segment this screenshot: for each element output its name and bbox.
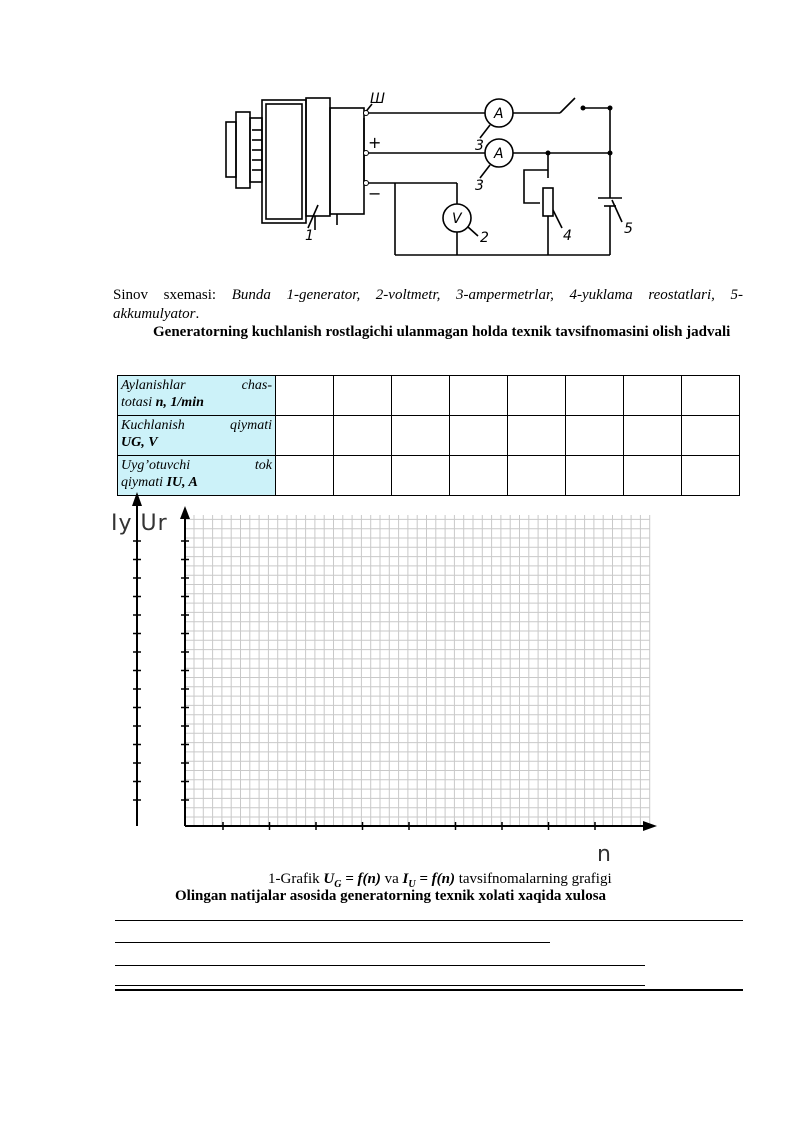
y-axis-right-arrow bbox=[180, 506, 190, 519]
row-label-voltage: Kuchlanish qiymati UG, V bbox=[118, 416, 276, 456]
answer-line[interactable] bbox=[115, 985, 645, 986]
plus-terminal-label: + bbox=[368, 133, 382, 152]
ammeter-2-symbol: A bbox=[494, 146, 504, 162]
shunt-terminal-label: Ш bbox=[370, 91, 385, 107]
label-rheostat-4: 4 bbox=[563, 228, 572, 244]
voltmeter-symbol: V bbox=[452, 211, 462, 227]
label-battery-5: 5 bbox=[624, 221, 633, 237]
label-voltmeter-2: 2 bbox=[480, 230, 489, 246]
x-axis-label: n bbox=[597, 842, 611, 867]
caption-prefix: Sinov sxemasi: bbox=[113, 287, 217, 303]
answer-line[interactable] bbox=[115, 989, 743, 991]
answer-line[interactable] bbox=[115, 920, 743, 921]
y-axis-left-arrow bbox=[132, 492, 142, 506]
circuit-caption-line2: akkumulyator. bbox=[113, 306, 200, 322]
caption-text-end: akkumulyator bbox=[113, 306, 196, 322]
y-axis-label: Iy Ur bbox=[111, 511, 168, 536]
conclusion-heading: Olingan natijalar asosida generatorning texnik xolati xaqida xulosa bbox=[175, 888, 607, 904]
minus-terminal-label: − bbox=[368, 184, 382, 203]
row-label-excitation-current: Uyg’otuvchi tok qiymati IU, A bbox=[118, 456, 276, 496]
label-generator-1: 1 bbox=[305, 228, 314, 244]
grid-lines bbox=[185, 515, 650, 826]
ammeter-1-symbol: A bbox=[494, 106, 504, 122]
label-ammeter-3b: 3 bbox=[475, 178, 484, 194]
table-heading: Generatorning kuchlanish rostlagichi ulanmagan holda texnik tavsifnomasini olish jadvali bbox=[153, 324, 731, 340]
caption-text: Bunda 1-generator, 2-voltmetr, 3-ampermetrlar, 4-yuklama reostatlari, 5- bbox=[231, 287, 743, 303]
row-label-rotation-frequency: Aylanishlar chas- totasi n, 1/min bbox=[118, 376, 276, 416]
graph-caption: 1-Grafik $U_G = f(n)$ va $I_U = f(n)$ tavsifnomalarning grafigi bbox=[268, 871, 612, 890]
label-ammeter-3a: 3 bbox=[475, 138, 484, 154]
answer-line[interactable] bbox=[115, 965, 645, 966]
answer-line[interactable] bbox=[115, 942, 550, 943]
